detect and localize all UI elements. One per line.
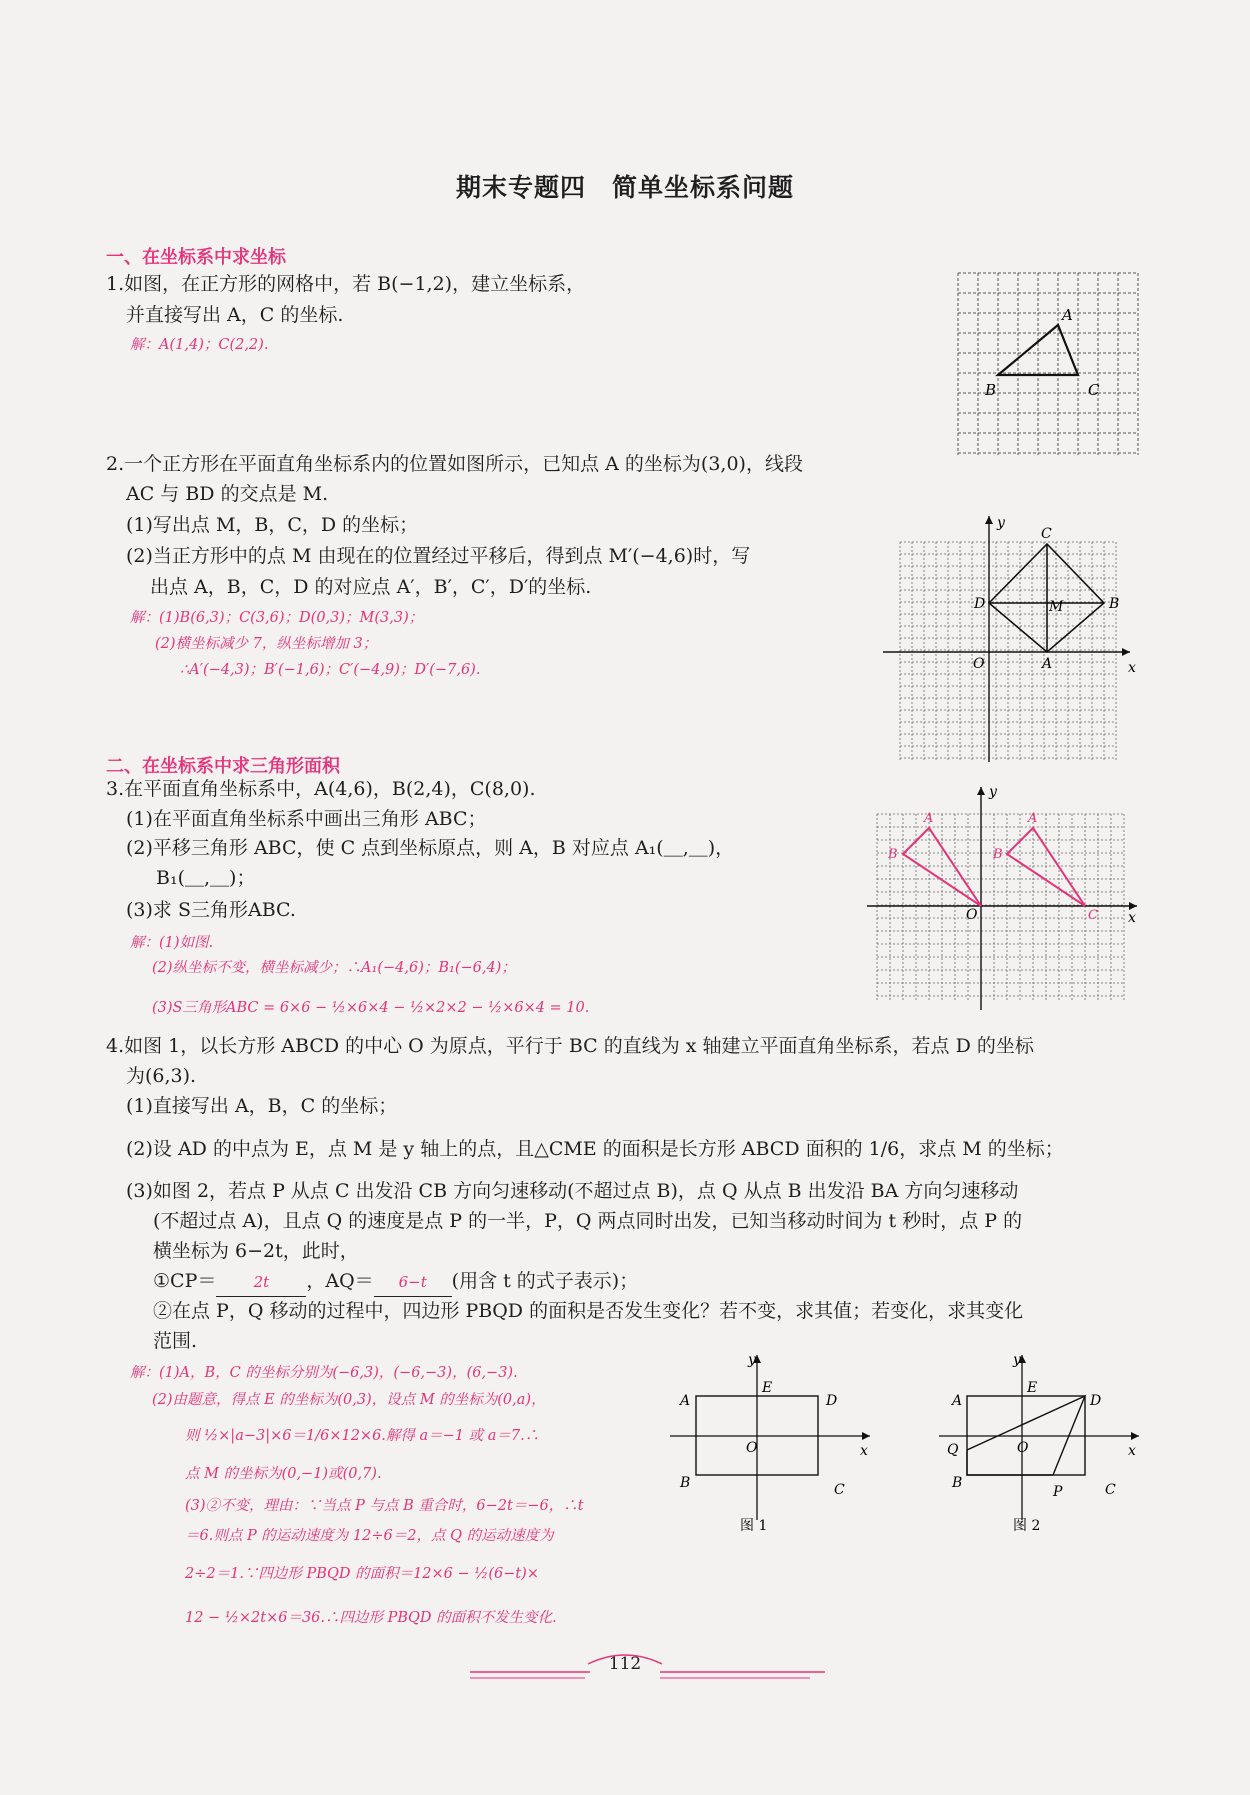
q4-line7: 横坐标为 6−2t，此时， bbox=[153, 1240, 359, 1262]
q2-line2: AC 与 BD 的交点是 M. bbox=[126, 483, 329, 505]
label-y: y bbox=[1013, 1352, 1021, 1368]
q4-answer-6: ＝6.则点 P 的运动速度为 12÷6＝2，点 Q 的运动速度为 bbox=[185, 1528, 554, 1544]
q2-coordinate-figure bbox=[875, 510, 1145, 765]
q2-answer-2: (2)横坐标减少 7，纵坐标增加 3； bbox=[155, 636, 378, 652]
q4-line9: ②在点 P，Q 移动的过程中，四边形 PBQD 的面积是否发生变化？若不变，求其值；若变化，求其变化 bbox=[153, 1300, 1024, 1322]
q1-line1: 1.如图，在正方形的网格中，若 B(−1,2)，建立坐标系， bbox=[106, 273, 586, 295]
q4-answer-5: (3)②不变，理由：∵当点 P 与点 B 重合时，6−2t＝−6，∴t bbox=[185, 1498, 584, 1514]
page-number: 112 bbox=[608, 1654, 642, 1674]
label-x: x bbox=[860, 1443, 868, 1459]
q3-line3: (2)平移三角形 ABC，使 C 点到坐标原点，则 A，B 对应点 A₁(＿,＿)， bbox=[126, 837, 735, 859]
q4-line3: (1)直接写出 A，B，C 的坐标； bbox=[126, 1095, 398, 1117]
section-heading-2: 二、在坐标系中求三角形面积 bbox=[106, 756, 340, 777]
label-c: C bbox=[1105, 1482, 1116, 1498]
q4-line2: 为(6,3). bbox=[126, 1065, 197, 1087]
label-y: y bbox=[748, 1352, 756, 1368]
label-b: B bbox=[952, 1475, 963, 1491]
label-c: C bbox=[1088, 908, 1098, 923]
label-y: y bbox=[997, 515, 1005, 531]
label-b: B bbox=[985, 381, 997, 399]
q1-grid-figure bbox=[955, 270, 1140, 460]
page-number-ornament bbox=[470, 1642, 830, 1682]
q1-line2: 并直接写出 A，C 的坐标. bbox=[126, 304, 344, 326]
q2-line3: (1)写出点 M，B，C，D 的坐标； bbox=[126, 514, 419, 536]
q4-line6: (不超过点 A)，且点 Q 的速度是点 P 的一半，P，Q 两点同时出发，已知当移动时间为 t 秒时，点 P 的 bbox=[153, 1210, 1023, 1232]
q2-line1: 2.一个正方形在平面直角坐标系内的位置如图所示，已知点 A 的坐标为(3,0)，线段 bbox=[106, 453, 803, 475]
q4-cp-label: ①CP＝ bbox=[153, 1270, 217, 1292]
q3-line1: 3.在平面直角坐标系中，A(4,6)，B(2,4)，C(8,0). bbox=[106, 778, 536, 800]
label-e: E bbox=[1027, 1380, 1038, 1396]
q4-line8 bbox=[153, 1268, 638, 1297]
q2-line4: (2)当正方形中的点 M 由现在的位置经过平移后，得到点 M′(−4,6)时，写 bbox=[126, 545, 751, 567]
label-d: D bbox=[826, 1393, 838, 1409]
q2-line5: 出点 A，B，C，D 的对应点 A′，B′，C′，D′的坐标. bbox=[150, 576, 592, 598]
label-x: x bbox=[1128, 1443, 1136, 1459]
label-d: D bbox=[974, 596, 986, 612]
label-y: y bbox=[989, 784, 997, 800]
q3-coordinate-figure bbox=[862, 782, 1147, 1012]
figure-1-caption: 图 1 bbox=[740, 1518, 768, 1534]
label-o: O bbox=[966, 907, 978, 923]
label-c: C bbox=[1041, 526, 1052, 542]
q4-line1: 4.如图 1，以长方形 ABCD 的中心 O 为原点，平行于 BC 的直线为 x 轴建立平面直角坐标系，若点 D 的坐标 bbox=[106, 1035, 1034, 1057]
q4-figure-1 bbox=[670, 1350, 875, 1545]
q4-hint: (用含 t 的式子表示)； bbox=[451, 1270, 639, 1292]
label-b: B bbox=[680, 1475, 691, 1491]
label-b1: B bbox=[888, 847, 898, 862]
q4-answer-1: 解：(1)A，B，C 的坐标分别为(−6,3)，(−6,−3)，(6,−3). bbox=[130, 1365, 518, 1381]
q4-answer-4: 点 M 的坐标为(0,−1)或(0,7). bbox=[185, 1466, 382, 1482]
q4-figure-2 bbox=[935, 1350, 1145, 1545]
label-x: x bbox=[1128, 660, 1136, 676]
q3-answer-3: (3)S三角形ABC = 6×6 − ½×6×4 − ½×2×2 − ½×6×4 = 10. bbox=[152, 1000, 590, 1016]
aq-answer-blank: 6−t bbox=[374, 1269, 452, 1297]
figure-2-caption: 图 2 bbox=[1013, 1518, 1041, 1534]
label-o: O bbox=[1017, 1440, 1029, 1456]
q4-answer-7: 2÷2＝1.∵四边形 PBQD 的面积＝12×6 − ½(6−t)× bbox=[185, 1566, 539, 1582]
label-a: A bbox=[1062, 306, 1073, 324]
page-title: 期末专题四 简单坐标系问题 bbox=[455, 173, 794, 202]
q3-answer-2: (2)纵坐标不变，横坐标减少；∴A₁(−4,6)；B₁(−6,4)； bbox=[152, 960, 516, 976]
q4-line10: 范围. bbox=[153, 1330, 198, 1352]
q3-line2: (1)在平面直角坐标系中画出三角形 ABC； bbox=[126, 808, 487, 830]
q1-answer: 解：A(1,4)；C(2,2). bbox=[130, 337, 269, 353]
label-a: A bbox=[680, 1393, 691, 1409]
label-m: M bbox=[1049, 599, 1064, 615]
q4-aq-label: ，AQ＝ bbox=[306, 1270, 374, 1292]
label-a: A bbox=[1042, 656, 1053, 672]
label-x: x bbox=[1128, 910, 1136, 926]
label-o: O bbox=[746, 1440, 758, 1456]
q3-line5: (3)求 S三角形ABC. bbox=[126, 899, 296, 921]
label-e: E bbox=[762, 1380, 773, 1396]
label-o: O bbox=[973, 656, 985, 672]
label-p: P bbox=[1053, 1484, 1063, 1500]
cp-answer-blank: 2t bbox=[216, 1269, 306, 1297]
label-b: B bbox=[1109, 596, 1120, 612]
label-d: D bbox=[1090, 1393, 1102, 1409]
label-c: C bbox=[1088, 381, 1100, 399]
q3-line4: B₁(＿,＿)； bbox=[156, 867, 256, 889]
q4-answer-3: 则 ½×|a−3|×6＝1/6×12×6.解得 a＝−1 或 a＝7.∴ bbox=[185, 1428, 540, 1444]
q4-line4: (2)设 AD 的中点为 E，点 M 是 y 轴上的点，且△CME 的面积是长方形 ABCD 面积的 1/6，求点 M 的坐标； bbox=[126, 1138, 1064, 1160]
q2-answer-3: ∴A′(−4,3)；B′(−1,6)；C′(−4,9)；D′(−7,6). bbox=[180, 662, 481, 678]
q2-answer-1: 解：(1)B(6,3)；C(3,6)；D(0,3)；M(3,3)； bbox=[130, 610, 424, 626]
q4-answer-8: 12 − ½×2t×6＝36.∴四边形 PBQD 的面积不发生变化. bbox=[185, 1610, 557, 1626]
label-a1: A bbox=[924, 811, 934, 826]
section-heading-1: 一、在坐标系中求坐标 bbox=[106, 247, 286, 268]
q3-answer-1: 解：(1)如图. bbox=[130, 935, 214, 951]
label-a: A bbox=[952, 1393, 963, 1409]
label-c: C bbox=[834, 1482, 845, 1498]
q4-line5: (3)如图 2，若点 P 从点 C 出发沿 CB 方向匀速移动(不超过点 B)，点 Q 从点 B 出发沿 BA 方向匀速移动 bbox=[126, 1180, 1019, 1202]
q4-answer-2: (2)由题意，得点 E 的坐标为(0,3)，设点 M 的坐标为(0,a)， bbox=[152, 1392, 546, 1408]
label-a: A bbox=[1028, 811, 1038, 826]
label-q: Q bbox=[947, 1442, 959, 1458]
label-b: B bbox=[993, 847, 1003, 862]
